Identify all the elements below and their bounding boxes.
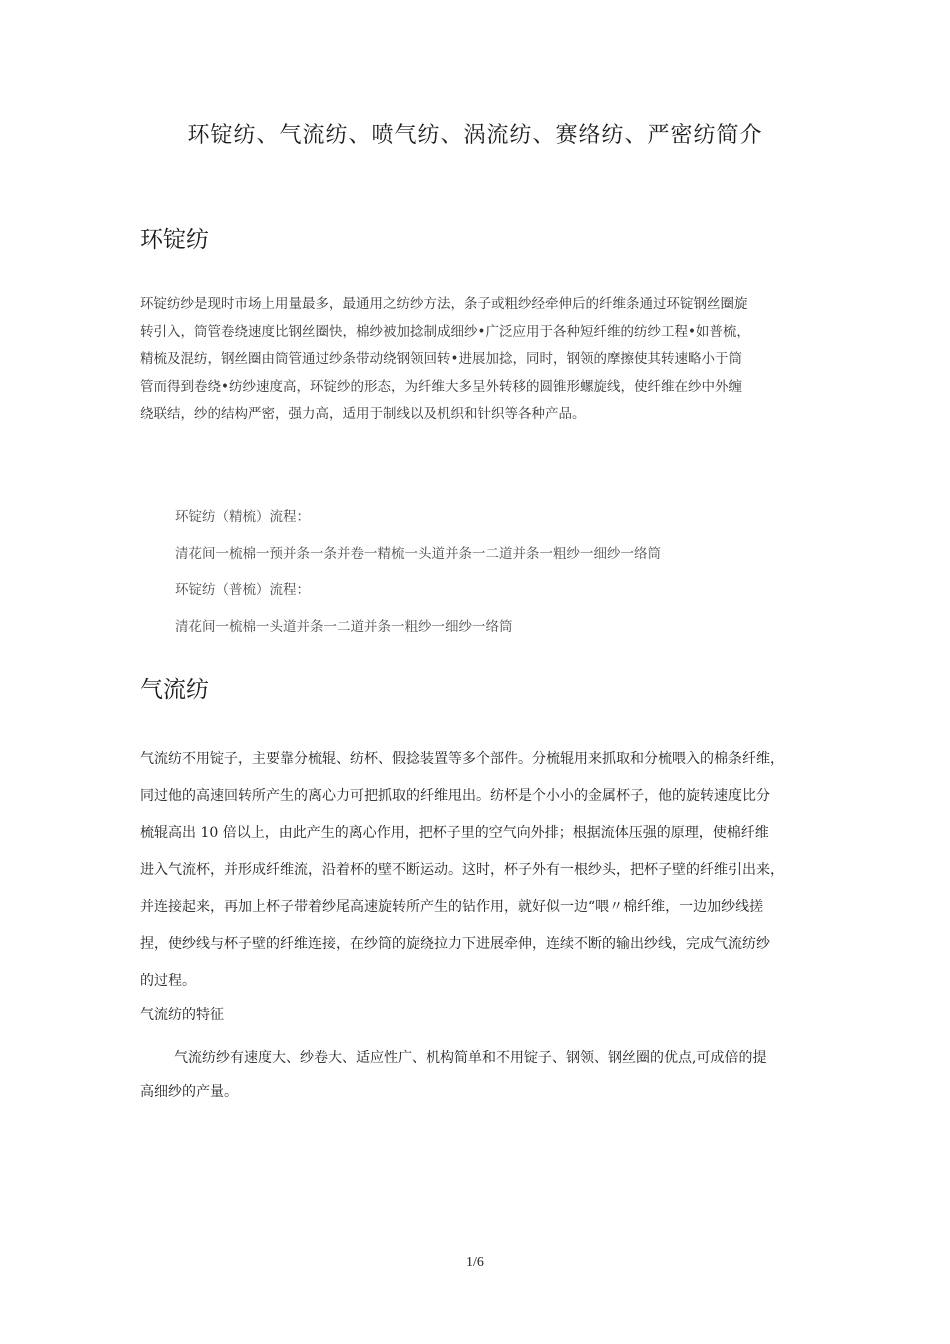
section-heading-ring-spinning: 环锭纺 — [140, 227, 209, 253]
paragraph-line: 并连接起来，再加上杯子带着纱尾高速旋转所产生的钻作用，就好似一边“喂〃棉纤维，一边加纱线搓 — [140, 899, 764, 915]
process-flow-steps: 清花间一梳棉一头道并条一二道并条一粗纱一细纱一络筒 — [175, 618, 513, 635]
rotor-spinning-feature-paragraph — [140, 1041, 840, 1109]
paragraph-line: 转引入，筒管卷绕速度比钢丝圈快，棉纱被加捻制成细纱•广泛应用于各种短纤维的纺纱工程•如普梳， — [140, 323, 750, 340]
rotor-spinning-paragraph — [140, 741, 840, 1000]
paragraph-line: 环锭纺纱是现时市场上用量最多，最通用之纺纱方法，条子或粗纱经牵伸后的纤维条通过环锭钢丝圈旋 — [140, 296, 748, 312]
paragraph-line: 精梳及混纺，钢丝圈由筒管通过纱条带动绕钢领回转•进展加捻，同时，钢领的摩擦使其转速略小于筒 — [140, 351, 742, 367]
process-flow-label: 环锭纺（普梳）流程： — [175, 582, 310, 598]
document-title: 环锭纺、气流纺、喷气纺、涡流纺、赛络纺、严密纺简介 — [187, 123, 763, 148]
paragraph-line: 梳辊高出 10 倍以上，由此产生的离心作用，把杯子里的空气向外排；根据流体压强的原理，使棉纤维 — [140, 825, 769, 841]
paragraph-line: 捏，使纱线与杯子壁的纤维连接，在纱筒的旋绕拉力下进展牵伸，连续不断的输出纱线，完成气流纺纱 — [140, 936, 770, 952]
paragraph-line: 的过程。 — [140, 973, 196, 989]
paragraph-line: 管而得到卷绕•纺纱速度高，环锭纱的形态，为纤维大多呈外转移的圆锥形螺旋线，使纤维在纱中外缠 — [140, 378, 742, 395]
paragraph-line: 同过他的高速回转所产生的离心力可把抓取的纤维甩出。纺杯是个小小的金属杯子，他的旋转速度比分 — [140, 788, 770, 804]
process-flow-steps: 清花间一梳棉一预并条一条并卷一精梳一头道并条一二道并条一粗纱一细纱一络筒 — [175, 545, 661, 562]
paragraph-line: 进入气流杯，并形成纤维流，沿着杯的壁不断运动。这时，杯子外有一根纱头，把杯子壁的纤维引出来， — [140, 862, 784, 878]
ring-spinning-paragraph — [140, 291, 840, 429]
rotor-spinning-feature-label: 气流纺的特征 — [140, 1007, 224, 1023]
paragraph-line: 绕联结，纱的结构严密，强力高，适用于制线以及机织和针织等各种产品。 — [140, 406, 586, 422]
page-number: 1/6 — [466, 1255, 484, 1270]
process-flow-label: 环锭纺（精梳）流程： — [175, 509, 310, 525]
section-heading-rotor-spinning: 气流纺 — [140, 677, 209, 703]
paragraph-line: 气流纺不用锭子，主要靠分梳辊、纺杯、假捻装置等多个部件。分梳辊用来抓取和分梳喂入的棉条纤维， — [140, 751, 784, 767]
paragraph-line: 气流纺纱有速度大、纱卷大、适应性广、机构简单和不用锭子、钢领、钢丝圈的优点,可成倍的提 — [174, 1050, 767, 1066]
ring-spinning-process-flows — [175, 499, 661, 645]
paragraph-line: 高细纱的产量。 — [140, 1084, 238, 1100]
